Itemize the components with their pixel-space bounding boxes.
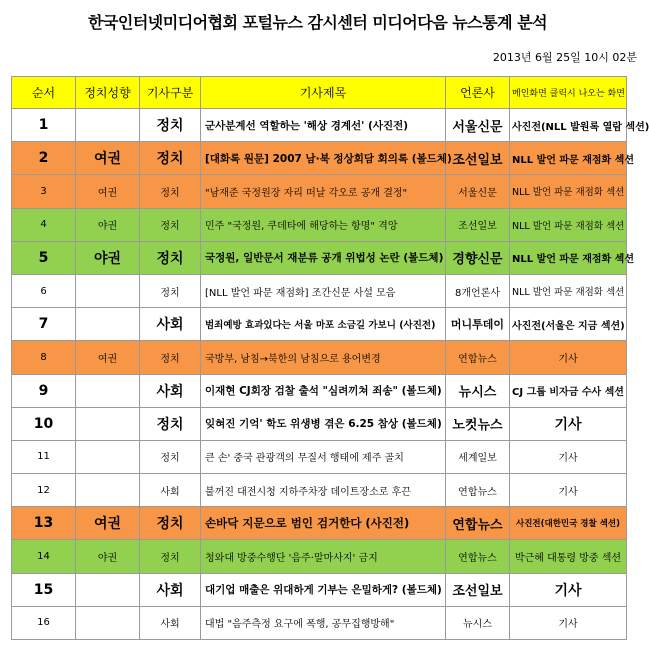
cell-political [76, 440, 140, 473]
cell-title: 잊혀진 기억' 학도 위생병 겪은 6.25 참상 (볼드체) [201, 407, 446, 440]
cell-num: 15 [12, 573, 76, 606]
cell-title: 대법 "음주측정 요구에 폭행, 공무집행방해" [201, 606, 446, 639]
cell-category: 사회 [140, 606, 201, 639]
report-date: 2013년 6월 25일 10시 02분 [492, 51, 637, 64]
cell-category: 사회 [140, 308, 201, 341]
cell-title: "남재준 국정원장 자리 떠날 각오로 공개 결정" [201, 175, 446, 208]
cell-category: 사회 [140, 474, 201, 507]
cell-num: 1 [12, 109, 76, 142]
cell-outlet: 세계일보 [446, 440, 510, 473]
cell-outlet: 8개언론사 [446, 274, 510, 307]
cell-title: 국방부, 남침→북한의 남침으로 용어변경 [201, 341, 446, 374]
cell-political [76, 374, 140, 407]
table-row [12, 241, 627, 274]
cell-category: 정치 [140, 540, 201, 573]
page-title: 한국인터넷미디어협회 포털뉴스 감시센터 미디어다음 뉴스통계 분석 [87, 13, 548, 32]
cell-num: 9 [12, 374, 76, 407]
cell-outlet: 연합뉴스 [446, 341, 510, 374]
cell-political: 여권 [76, 507, 140, 540]
cell-category: 정치 [140, 241, 201, 274]
cell-num: 12 [12, 474, 76, 507]
table-row [12, 573, 627, 606]
cell-title: 민주 "국정원, 쿠데타에 해당하는 항명" 격앙 [201, 208, 446, 241]
cell-source: 기사 [510, 440, 627, 473]
cell-outlet: 머니투데이 [446, 308, 510, 341]
news-stats-table [11, 76, 649, 640]
cell-title: 국정원, 일반문서 재분류 공개 위법성 논란 (볼드체) [201, 241, 446, 274]
cell-category: 정치 [140, 175, 201, 208]
cell-source: 기사 [510, 573, 627, 606]
cell-political: 야권 [76, 208, 140, 241]
cell-outlet: 뉴시스 [446, 606, 510, 639]
table-row [12, 440, 627, 473]
table-row [12, 507, 627, 540]
table-row [12, 407, 627, 440]
cell-category: 정치 [140, 208, 201, 241]
cell-num: 13 [12, 507, 76, 540]
cell-outlet: 연합뉴스 [446, 540, 510, 573]
table-row [12, 606, 627, 639]
table-header-row [12, 77, 627, 109]
cell-source: NLL 발언 파문 재점화 섹션 [510, 142, 627, 175]
cell-political [76, 274, 140, 307]
cell-political: 여권 [76, 175, 140, 208]
cell-category: 정치 [140, 341, 201, 374]
cell-title: 큰 손' 중국 관광객의 무질서 행태에 제주 골치 [201, 440, 446, 473]
cell-political: 여권 [76, 341, 140, 374]
cell-title: 손바닥 지문으로 범인 검거한다 (사진전) [201, 507, 446, 540]
cell-num: 3 [12, 175, 76, 208]
cell-category: 정치 [140, 407, 201, 440]
cell-political [76, 474, 140, 507]
cell-num: 5 [12, 241, 76, 274]
col-header-num: 순서 [12, 77, 76, 109]
table-row [12, 341, 627, 374]
cell-num: 10 [12, 407, 76, 440]
cell-source: 사진전(NLL 발원록 열람 섹션) [510, 109, 627, 142]
cell-source: NLL 발언 파문 재점화 섹션 [510, 241, 627, 274]
cell-outlet: 경향신문 [446, 241, 510, 274]
cell-political [76, 308, 140, 341]
cell-category: 정치 [140, 274, 201, 307]
cell-source: 박근혜 대통령 방중 섹션 [510, 540, 627, 573]
table-row [12, 474, 627, 507]
cell-source: 기사 [510, 606, 627, 639]
cell-source: 기사 [510, 407, 627, 440]
cell-num: 4 [12, 208, 76, 241]
cell-category: 정치 [140, 142, 201, 175]
cell-category: 정치 [140, 109, 201, 142]
cell-outlet: 뉴시스 [446, 374, 510, 407]
table-row [12, 308, 627, 341]
table-row [12, 274, 627, 307]
cell-outlet: 조선일보 [446, 573, 510, 606]
col-header-political: 정치성향 [76, 77, 140, 109]
cell-political [76, 606, 140, 639]
cell-num: 2 [12, 142, 76, 175]
col-header-title: 기사제목 [201, 77, 446, 109]
cell-outlet: 연합뉴스 [446, 474, 510, 507]
col-header-source: 메인화면 클릭시 나오는 화면 [510, 77, 627, 109]
cell-title: 대기업 매출은 위대하게 기부는 은밀하게? (볼드체) [201, 573, 446, 606]
col-header-category: 기사구분 [140, 77, 201, 109]
cell-source: 사진전(대한민국 경찰 섹션) [510, 507, 627, 540]
cell-political [76, 407, 140, 440]
cell-source: CJ 그룹 비자금 수사 섹션 [510, 374, 627, 407]
cell-title: 이재현 CJ회장 검찰 출석 "심려끼쳐 죄송" (볼드체) [201, 374, 446, 407]
cell-source: NLL 발언 파문 재점화 섹션 [510, 274, 627, 307]
cell-num: 14 [12, 540, 76, 573]
col-header-outlet: 언론사 [446, 77, 510, 109]
table-row [12, 142, 627, 175]
cell-political: 야권 [76, 540, 140, 573]
cell-title: [대화록 원문] 2007 남·북 정상회담 회의록 (볼드체) [201, 142, 446, 175]
table-row [12, 374, 627, 407]
cell-num: 7 [12, 308, 76, 341]
cell-political: 야권 [76, 241, 140, 274]
cell-num: 11 [12, 440, 76, 473]
cell-outlet: 노컷뉴스 [446, 407, 510, 440]
cell-source: 사진전(서울은 지금 섹션) [510, 308, 627, 341]
cell-outlet: 서울신문 [446, 109, 510, 142]
table-row [12, 208, 627, 241]
cell-outlet: 서울신문 [446, 175, 510, 208]
cell-source: 기사 [510, 474, 627, 507]
cell-political [76, 109, 140, 142]
cell-political [76, 573, 140, 606]
cell-num: 8 [12, 341, 76, 374]
cell-title: 청와대 방중수행단 '음주·말마사지' 금지 [201, 540, 446, 573]
cell-source: NLL 발언 파문 재점화 섹션 [510, 208, 627, 241]
cell-outlet: 조선일보 [446, 208, 510, 241]
table-row [12, 540, 627, 573]
cell-num: 16 [12, 606, 76, 639]
cell-category: 정치 [140, 440, 201, 473]
table-row [12, 175, 627, 208]
cell-source: NLL 발언 파문 재점화 섹션 [510, 175, 627, 208]
cell-category: 정치 [140, 507, 201, 540]
cell-category: 사회 [140, 374, 201, 407]
cell-title: 불꺼진 대전시청 지하주차장 데이트장소로 후끈 [201, 474, 446, 507]
cell-outlet: 연합뉴스 [446, 507, 510, 540]
cell-category: 사회 [140, 573, 201, 606]
cell-title: [NLL 발언 파문 재점화] 조간신문 사설 모음 [201, 274, 446, 307]
cell-num: 6 [12, 274, 76, 307]
cell-title: 범죄예방 효과있다는 서울 마포 소금길 가보니 (사진전) [201, 308, 446, 341]
cell-political: 여권 [76, 142, 140, 175]
cell-source: 기사 [510, 341, 627, 374]
cell-outlet: 조선일보 [446, 142, 510, 175]
cell-title: 군사분계선 역할하는 '해상 경계선' (사진전) [201, 109, 446, 142]
table-row [12, 109, 627, 142]
